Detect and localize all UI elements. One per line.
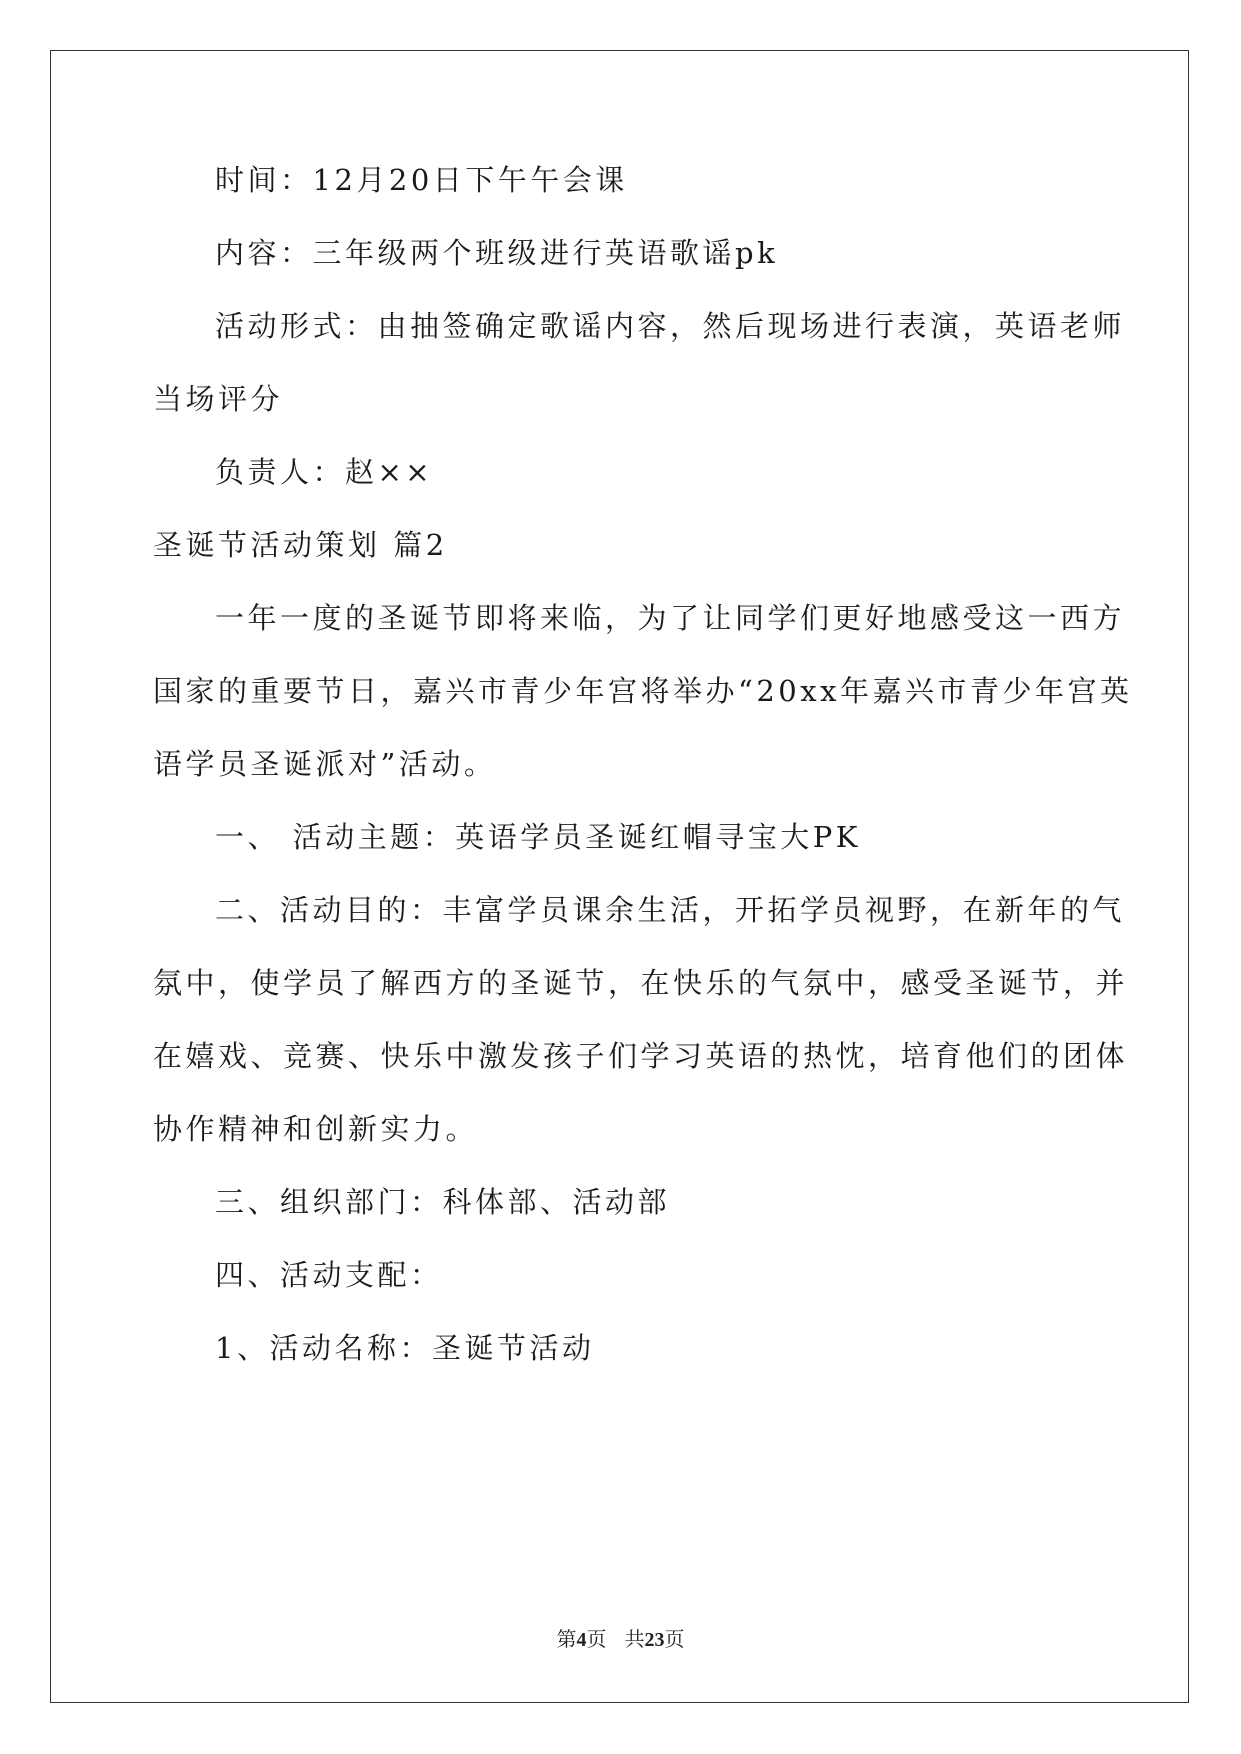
current-page-number: 4 bbox=[576, 1629, 587, 1651]
paragraph-line: 氛中，使学员了解西方的圣诞节，在快乐的气氛中，感受圣诞节，并 bbox=[153, 966, 1129, 1000]
paragraph-line: 四、活动支配： bbox=[215, 1258, 443, 1292]
paragraph-line: 当场评分 bbox=[153, 382, 284, 416]
page-border bbox=[50, 50, 1189, 1703]
paragraph-line: 一年一度的圣诞节即将来临，为了让同学们更好地感受这一西方 bbox=[215, 601, 1126, 635]
paragraph-line: 三、组织部门：科体部、活动部 bbox=[215, 1185, 671, 1219]
paragraph-line: 活动形式：由抽签确定歌谣内容，然后现场进行表演，英语老师 bbox=[215, 309, 1126, 343]
paragraph-line: 时间：12月20日下午午会课 bbox=[215, 163, 628, 197]
paragraph-line: 国家的重要节日，嘉兴市青少年宫将举办“20xx年嘉兴市青少年宫英 bbox=[153, 674, 1133, 708]
footer-page-unit: 页 bbox=[586, 1629, 607, 1651]
paragraph-line: 负责人：赵×× bbox=[215, 455, 434, 489]
paragraph-line: 协作精神和创新实力。 bbox=[153, 1112, 479, 1146]
paragraph-line: 二、活动目的：丰富学员课余生活，开拓学员视野，在新年的气 bbox=[215, 893, 1126, 927]
paragraph-line: 语学员圣诞派对”活动。 bbox=[153, 747, 497, 781]
footer-total-unit: 页 bbox=[664, 1629, 685, 1651]
paragraph-line: 一、 活动主题：英语学员圣诞红帽寻宝大PK bbox=[215, 820, 861, 854]
paragraph-line: 在嬉戏、竞赛、快乐中激发孩子们学习英语的热忱，培育他们的团体 bbox=[153, 1039, 1129, 1073]
paragraph-line: 内容：三年级两个班级进行英语歌谣pk bbox=[215, 236, 779, 270]
footer-total-prefix: 共 bbox=[624, 1629, 645, 1651]
footer-prefix: 第 bbox=[556, 1629, 577, 1651]
section-heading: 圣诞节活动策划 篇2 bbox=[153, 528, 448, 562]
total-pages-number: 23 bbox=[644, 1629, 665, 1651]
paragraph-line: 1、活动名称：圣诞节活动 bbox=[215, 1331, 595, 1365]
page-footer bbox=[0, 1623, 1241, 1652]
